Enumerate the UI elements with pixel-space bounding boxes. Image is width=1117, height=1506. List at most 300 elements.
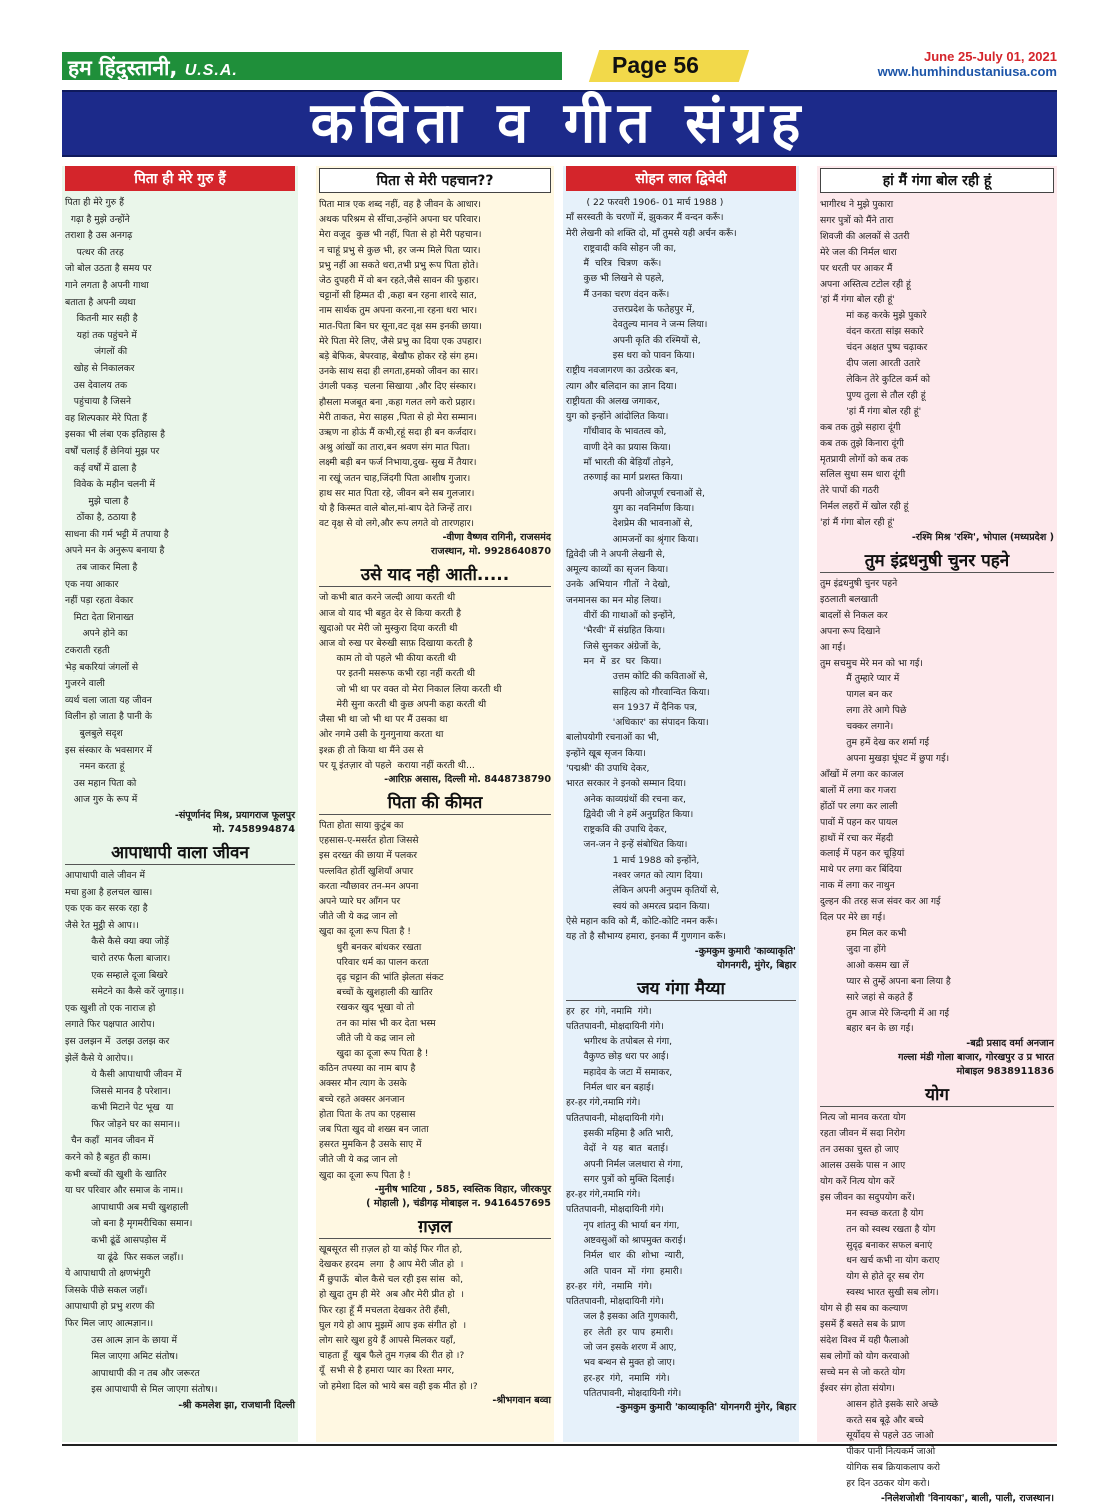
- poem-line: मात-पिता बिन घर सूना,वट वृक्ष सम इनकी छाया।: [319, 320, 482, 332]
- poem-line: जो भी था पर वक्त वो मेरा निकाल लिया करती थी: [319, 683, 502, 695]
- poem-line: योग से होते दूर सब रोग: [820, 1271, 924, 1283]
- poem-line: मैं उनका चरण वंदन करूँ।: [566, 288, 670, 300]
- poem-line: जिसके पीछे सकल जहाँ।: [65, 1284, 148, 1296]
- poem-author: -कुमकुम कुमारी 'काव्याकृति' योगनगरी मुंगेर, बिहार: [615, 1402, 796, 1414]
- poem-line: उस महान पिता को: [65, 777, 137, 789]
- poem-line: तुम सचमुच मेरे मन को भा गई।: [820, 657, 923, 669]
- poem-author: -निलेशजोशी 'विनायका', बाली, पाली, राजस्थान।: [880, 1493, 1054, 1505]
- poem-line: लगा तेरे आगे पिछे: [820, 705, 907, 717]
- poem-line: अपने प्यारे घर आँगन पर: [319, 895, 401, 907]
- poem-line: अपना रूप दिखाने: [820, 625, 881, 637]
- poem-line: हर-हर गंगे, नमामि गंगे।: [566, 1372, 670, 1384]
- poem-line: ना रखूं जतन चाह,जिंदगी पिता आशीष गुजार।: [319, 472, 471, 484]
- poem-line: पागल बन कर: [820, 689, 893, 701]
- author-address: ( मोहाली ), चंडीगढ़ मोबाइल न. 9416457695: [366, 1197, 551, 1209]
- poem-line: पीकर पानी नित्यकर्म जाओ: [820, 1446, 936, 1458]
- poem-line: पल्लवित होतीं खुशियाँ अपार: [319, 865, 414, 877]
- poem-author: -रश्मि मिश्र 'रश्मि', भोपाल (मध्यप्रदेश ): [911, 532, 1054, 544]
- poem-line: कई वर्षों में ढाला है: [65, 462, 137, 474]
- poem-line: सन 1937 में दैनिक पत्र,: [566, 701, 698, 713]
- poem-line: मेरी लेखनी को शक्ति दो, माँ तुमसे यही अर्चन करूँ।: [566, 227, 737, 239]
- poem-body: [820, 576, 1054, 1037]
- poem-line: इन्होंने खूब सृजन किया।: [566, 747, 646, 759]
- poem-line: बताता है अपनी व्यथा: [65, 296, 136, 308]
- poem-line: एक खुशी तो एक नाराज हो: [65, 1002, 156, 1014]
- poem-line: जब पिता खुद वो शख्स बन जाता: [319, 1123, 429, 1135]
- poem-line: सुदृढ़ बनाकर सफल बनाएं: [820, 1239, 933, 1251]
- poem-line: जेठ दुपहरी में वो बन रहते,जैसे सावन की फुहार।: [319, 275, 479, 287]
- poem-line: जल है इसका अति गुणकारी,: [566, 1311, 679, 1323]
- poem-line: मचा हुआ है हलचल खास।: [65, 886, 153, 898]
- poem-line: अश्रु आंखों का तारा,बन श्रवण संग मात पिता।: [319, 442, 471, 454]
- poem-line: आज गुरु के रूप में: [65, 794, 138, 806]
- poem-line: जुदा ना होंगे: [820, 943, 887, 955]
- poem-line: उऋण ना होऊं मैं कभी,रहूं सदा ही बन कर्जदार।: [319, 427, 477, 439]
- poem-line: मेरी सुना करती थी कुछ अपनी कहा करती थी: [319, 698, 487, 710]
- poem-line: भारत सरकार ने इनको सम्मान दिया।: [566, 778, 687, 790]
- poem-line: कब तक तुझे सहारा दूंगी: [820, 421, 901, 433]
- poem-title: तुम इंद्रधनुषी चुनर पहने: [820, 547, 1054, 573]
- poem-line: अष्टवसुओं को श्रापमुक्त कराई।: [566, 1235, 686, 1246]
- poem-line: मैं तुम्हारे प्यार में: [820, 673, 900, 685]
- poem-line: नश्वर जगत को त्याग दिया।: [566, 870, 703, 882]
- poem-line: फिर रहा हूँ मैं मचलता देखकर तेरी हँसी,: [319, 1304, 451, 1316]
- poem-line: लगाते फिर पक्षपात आरोप।: [65, 1019, 155, 1031]
- poem-line: विवेक के महीन चलनी में: [65, 479, 156, 491]
- poem-line: निर्मल धार बन बहाई।: [566, 1082, 655, 1094]
- poem-line: राष्ट्रकवि की उपाधि देकर,: [566, 824, 668, 836]
- poem-line: हसरत मुमकिन है उसके साए में: [319, 1139, 422, 1151]
- poem-line: युग का नवनिर्माण किया।: [566, 502, 695, 514]
- poem-body: [65, 868, 295, 1399]
- poem-line: अपनी कृति की रश्मियों से,: [566, 334, 701, 346]
- poem-title: योग: [820, 1081, 1054, 1107]
- poem-body: [319, 1242, 551, 1394]
- poem-line: जो हमेशा दिल को भाये बस वही इक मीत हो ।?: [319, 1380, 478, 1392]
- poem-line: दिल पर मेरे छा गई।: [820, 912, 886, 924]
- masthead-suffix: U.S.A.: [184, 62, 238, 79]
- poem-body: [566, 1004, 796, 1402]
- poem-line: नित्य जो मानव करता योग: [820, 1112, 906, 1124]
- poem-line: भव बन्धन से मुक्त हो जाए।: [566, 1357, 676, 1369]
- poem-line: वट वृक्ष से वो लगे,और रूप लगते वो तारणहार।: [319, 518, 474, 530]
- poem-body: [566, 195, 796, 945]
- poem-line: चाहता हूँ खुब फैले तुम गज़ब की रीत हो ।?: [319, 1350, 465, 1362]
- poem-line: स्वस्थ भारत सुखी सब लोग।: [820, 1287, 939, 1299]
- poem-line: इस संस्कार के भवसागर में: [65, 744, 153, 756]
- poem-author: -आरिफ़ असास, दिल्ली मो. 8448738790: [384, 773, 551, 785]
- poem-line: उत्तम कोटि की कविताओं से,: [566, 671, 708, 683]
- poem-line: जनमानस का मन मोह लिया।: [566, 594, 662, 606]
- poem-line: 'पद्मश्री' की उपाधि देकर,: [566, 762, 650, 774]
- poem-line: खोह से निकालकर: [65, 362, 135, 374]
- issue-date: June 25-July 01, 2021: [924, 49, 1057, 64]
- poem-line: खूबसूरत सी ग़ज़ल हो या कोई फिर गीत हो,: [319, 1243, 463, 1255]
- poem-line: न चाहूं प्रभु से कुछ भी, हर जन्म मिले पिता प्यार।: [319, 244, 481, 256]
- poem-line: नमन करता हूं: [65, 761, 125, 773]
- poem-line: तेरे पापों की गठरी: [820, 485, 880, 497]
- poem-line: जिसे सुनकर अंग्रेजों के,: [566, 640, 662, 652]
- poem-line: व्यर्थ चला जाता यह जीवन: [65, 694, 152, 706]
- poem-line: चंदन अक्षत पुष्प चढ़ाकर: [820, 342, 928, 354]
- poem-line: माँ सरस्वती के चरणों में, झुककर मैं वन्दन करूँ।: [566, 212, 724, 224]
- poem-line: जीते जी ये कद्र जान लो: [319, 1154, 398, 1166]
- column-3: [563, 166, 799, 1442]
- poem-line: अपने होने का: [65, 628, 128, 640]
- poem-line: बुलबुले सदृश: [65, 728, 123, 739]
- poem-line: कठिन तपस्या का नाम बाप है: [319, 1063, 416, 1075]
- poem-line: 'भैरवी' में संग्रहित किया।: [566, 625, 666, 637]
- poem-line: बालों में लगा कर गजरा: [820, 784, 897, 796]
- poem-line: बालोपयोगी रचनाओं का भी,: [566, 732, 660, 744]
- poem-line: खुदा का दूजा रूप पिता है !: [319, 1047, 429, 1059]
- poem-line: मिटा देता शिनाख्त: [65, 611, 134, 623]
- poem-body: [319, 818, 551, 1183]
- poem-line: तराशा है उस अनगढ़: [65, 230, 133, 242]
- poem-line: जो बना है मृगमरीचिका समान।: [65, 1218, 193, 1230]
- poem-line: इस धरा को पावन किया।: [566, 349, 695, 361]
- poem-line: जैसा भी था जो भी था पर मैं उसका था: [319, 714, 448, 726]
- poem-line: पिता ही मेरे गुरु हैं: [65, 197, 124, 208]
- poem-line: लेकिन तेरे कुटिल कर्म को: [820, 373, 931, 385]
- poem-line: वर्षों चलाई हैं छेनियां मुझ पर: [65, 445, 160, 457]
- poem-line: तन उसका चुस्त हो जाए: [820, 1144, 899, 1156]
- poem-line: दृढ़ चट्टान की भांति झेलता संकट: [319, 971, 444, 983]
- poem-line: चक्कर लगाने।: [820, 721, 894, 733]
- poem-line: चैन कहाँ मानव जीवन में: [65, 1135, 154, 1147]
- poem-line: सब लोगों को योग करवाओ: [820, 1350, 910, 1362]
- poem-line: नाम सार्थक तुम अपना करना,ना रहना धरा भार।: [319, 305, 478, 317]
- poem-line: ओर नगमे उसी के गुनगुनाया करता था: [319, 729, 444, 741]
- poem-line: सारे जहां से कहते हैं: [820, 991, 913, 1003]
- poem-line: गाने लगता है अपनी गाथा: [65, 279, 149, 291]
- poem-line: सच्चे मन से जो करते योग: [820, 1366, 906, 1378]
- poem-line: निर्मल धार की शोभा न्यारी,: [566, 1250, 685, 1262]
- author-phone: मो. 7458994874: [213, 823, 295, 835]
- poem-line: सगर पुत्रों को मैंने तारा: [820, 214, 894, 226]
- poem-line: 'हां मैं गंगा बोल रही हूं': [820, 517, 895, 529]
- page-header: [62, 49, 1057, 84]
- poem-title: हां मैं गंगा बोल रही हूं: [820, 168, 1054, 193]
- poem-line: जैसे रेत मुट्ठी से आप।।: [65, 919, 139, 931]
- poem-line: घुल गये हो आप मुझमें आप इक संगीत हो ।: [319, 1319, 467, 1331]
- poem-line: कलाई में पहन कर चूड़ियां: [820, 848, 905, 860]
- poem-line: 1 मार्च 1988 को इन्होंने,: [566, 854, 700, 866]
- poem-line: उंगली पकड़ चलना सिखाया ,और दिए संस्कार।: [319, 381, 477, 393]
- poem-line: चट्टानों सी हिम्मत दी ,कहा बन रहना शारदे सात,: [319, 290, 477, 302]
- poem-line: बहार बन के छा गई।: [820, 1023, 914, 1035]
- poem-line: पिता होता साया कुटुंब का: [319, 819, 404, 831]
- poem-line: हर-हर गंगे,नमामि गंगे।: [566, 1097, 641, 1109]
- poem-author: -मुनीष भाटिया , 585, स्वस्तिक विहार, जीरकपुर: [374, 1183, 551, 1195]
- poem-line: राष्ट्रीयता की अलख जगाकर,: [566, 395, 660, 407]
- poem-title: ग़ज़ल: [319, 1213, 551, 1239]
- poem-author: -संपूर्णानंद मिश्र, प्रयागराज फूलपुर: [174, 809, 295, 821]
- poem-line: स्वयं को अमरत्व प्रदान किया।: [566, 900, 710, 912]
- poem-line: आज वो रुख पर बेरुखी साफ़ दिखाया करती है: [319, 638, 473, 650]
- poem-line: भेड़ बकरियां जंगलों से: [65, 661, 139, 673]
- poem-line: लक्ष्मी बड़ी बन फर्ज निभाया,दुख- सुख में तैयार।: [319, 457, 477, 469]
- poem-line: वह शिल्पकार मेरे पिता हैं: [65, 412, 147, 424]
- poem-line: बच्चे रहते अक्सर अनजान: [319, 1093, 405, 1105]
- poem-line: परिवार धर्म का पालन करता: [319, 956, 429, 968]
- poem-line: कब तक तुझे किनारा दूंगी: [820, 437, 904, 449]
- poem-line: वंदन करता सांझ सकारे: [820, 326, 924, 338]
- poem-line: कैसे कैसे क्या क्या जोड़ें: [65, 936, 169, 948]
- poem-line: एक नया आकार: [65, 578, 119, 590]
- poem-line: पतितपावनी, मोक्षदायिनी गंगे।: [566, 1112, 664, 1124]
- poem-line: मेरी ताकत, मेरा साहस ,पिता से हो मेरा सम्मान।: [319, 411, 477, 423]
- poem-line: हर दिन उठकर योग करो।: [820, 1478, 930, 1490]
- poem-line: आ गई।: [820, 641, 846, 653]
- poem-line: लेकिन अपनी अनुपम कृतियों से,: [566, 885, 720, 897]
- poem-line: करने को है बहुत ही काम।: [65, 1152, 151, 1164]
- poem-line: जो बोल उठता है समय पर: [65, 263, 152, 275]
- poem-line: बड़े बेफिक, बेपरवाह, बेखौफ होकर रहे संग हम।: [319, 351, 478, 363]
- masthead: [68, 54, 238, 82]
- author-phone: राजस्थान, मो. 9928640870: [431, 546, 551, 558]
- poem-line: आँखों में लगा कर काजल: [820, 768, 904, 780]
- poem-author: -श्री कमलेश झा, राजधानी दिल्ली: [178, 1399, 295, 1411]
- poem-line: एहसास-ए-मसर्रत होता जिससे: [319, 835, 419, 847]
- poem-line: तन का मांस भी कर देता भस्म: [319, 1017, 436, 1029]
- poem-body: [820, 1110, 1054, 1492]
- poem-line: 'हां मैं गंगा बोल रही हूं': [820, 294, 895, 306]
- poem-author: -बद्री प्रसाद वर्मा अनजान: [966, 1038, 1054, 1050]
- poem-line: राष्ट्रीय नवजागरण का उत्प्रेरक बन,: [566, 365, 679, 377]
- poem-line: पर इतनी मसरूफ कभी रहा नहीं करती थी: [319, 668, 476, 680]
- poem-line: वीरों की गाथाओं को इन्होंने,: [566, 610, 676, 622]
- poem-line: शिवजी की अलकों से उतरी: [820, 230, 910, 242]
- poem-line: यह तो है सौभाग्य हमारा, इनका मैं गुणगान करूँ।: [566, 931, 726, 943]
- poem-line: करते सब बूढ़े और बच्चे: [820, 1414, 924, 1426]
- poem-line: प्रभु नहीं आ सकते धरा,तभी प्रभु रूप पिता होते।: [319, 259, 479, 271]
- column-4: [817, 166, 1057, 1505]
- poem-line: मेरा वजूद कुछ भी नहीं, पिता से हो मेरी पहचान।: [319, 229, 482, 241]
- poem-line: ईश्वर संग होता संयोग।: [820, 1382, 895, 1394]
- poem-line: पर यू इंतज़ार वो पहले कराया नहीं करती थी...: [319, 759, 475, 771]
- poem-line: 'अधिकार' का संपादन किया।: [566, 717, 709, 729]
- poem-line: तरुणाई का मार्ग प्रशस्त किया।: [566, 472, 683, 484]
- poem-body: [319, 197, 551, 531]
- poem-line: मन में डर घर किया।: [566, 655, 662, 667]
- poem-line: पतितपावनी, मोक्षदायिनी गंगे।: [566, 1204, 664, 1216]
- poem-line: ठोंका है, ठठाया है: [65, 512, 137, 524]
- poem-line: हाथों में रचा कर मेंहदी: [820, 832, 894, 844]
- poem-line: बच्चों के खुशहाली की खातिर: [319, 987, 433, 999]
- poem-line: पावों में पहन कर पायल: [820, 816, 898, 828]
- poem-line: उनके साथ सदा ही लगता,हमको जीवन का सार।: [319, 366, 479, 378]
- poem-author: -वीणा वैष्णव रागिनी, राजसमंद: [442, 532, 551, 544]
- poem-line: अपना अस्तित्व टटोल रही हूं: [820, 278, 911, 290]
- poem-line: झेलें कैसे ये आरोप।।: [65, 1052, 134, 1064]
- poem-line: अपने मन के अनुरूप बनाया है: [65, 545, 165, 557]
- poem-line: नाक में लगा कर नाथुन: [820, 880, 895, 892]
- poem-line: अनेक काव्यग्रंथों की रचना कर,: [566, 793, 686, 805]
- poem-line: गाँधीवाद के भावतत्व को,: [566, 426, 667, 438]
- poem-line: उत्तरप्रदेश के फतेहपुर में,: [566, 304, 695, 316]
- author-address: गल्ला मंडी गोला बाजार, गोरखपुर उ प्र भारत: [898, 1052, 1054, 1064]
- poem-line: हौसला मजबूत बना ,कहा गलत लगे करो प्रहार।: [319, 396, 476, 408]
- poem-line: वेदों ने यह बात बताई।: [566, 1143, 669, 1155]
- poem-line: आपाधापी हो प्रभु शरण की: [65, 1301, 155, 1313]
- masthead-title: हम हिंदुस्तानी,: [68, 56, 178, 80]
- author-address: योगनगरी, मुंगेर, बिहार: [716, 959, 796, 971]
- poem-line: मेरे पिता मेरे लिए, जैसे प्रभु का दिया एक उपहार।: [319, 335, 482, 347]
- poem-line: इस दरख्त की छाया में पलकर: [319, 850, 418, 862]
- poem-title: जय गंगा मैय्या: [566, 975, 796, 1001]
- poem-line: ये कैसी आपाधापी जीवन में: [65, 1069, 182, 1081]
- poem-line: इश्क़ ही तो किया था मैंने उस से: [319, 744, 424, 756]
- poem-line: खुदा का दूजा रूप पिता है !: [319, 1169, 411, 1181]
- poem-line: माँ भारती की बेड़ियाँ तोड़ने,: [566, 457, 674, 469]
- poem-line: जंगलों की: [65, 346, 128, 358]
- poem-line: जीते जी ये कद्र जान लो: [319, 911, 398, 923]
- poem-line: युग को इन्होंने आंदोलित किया।: [566, 411, 669, 423]
- poem-line: आपाधापी की न तब और जरूरत: [65, 1367, 200, 1379]
- poem-line: समेटने का कैसे करें जुगाड़।।: [65, 986, 185, 998]
- poem-line: साधना की गर्म भट्टी में तपाया है: [65, 528, 169, 540]
- poem-line: जो कभी बात करने जल्दी आया करती थी: [319, 592, 456, 604]
- poem-line: उस देवालय तक: [65, 379, 128, 391]
- poem-line: सूर्योदय से पहले उठ जाओ: [820, 1430, 934, 1442]
- poem-line: राष्ट्रवादी कवि सोहन जी का,: [566, 242, 677, 254]
- poem-line: मैं छुपाऊँ बोल कैसे चल रही इस सांस को,: [319, 1274, 464, 1286]
- poem-line: उनके अभियान गीतों ने देखो,: [566, 579, 671, 591]
- poem-line: खुदा का दूजा रूप पिता है !: [319, 926, 411, 938]
- poem-line: इस उलझन में उलझ उलझ कर: [65, 1035, 170, 1047]
- poem-line: सगर पुत्रों को मुक्ति दिलाई।: [566, 1173, 675, 1185]
- poem-line: हम मिल कर कभी: [820, 927, 907, 939]
- poem-line: देवतुल्य मानव ने जन्म लिया।: [566, 319, 708, 331]
- poem-line: हर हर गंगे, नमामि गंगे।: [566, 1005, 652, 1017]
- poem-line: तुम आज मेरे जिन्दगी में आ गई: [820, 1007, 950, 1019]
- poem-line: नृप शांतनु की भार्या बन गंगा,: [566, 1219, 680, 1231]
- poem-line: योग से ही सब का कल्याण: [820, 1303, 908, 1315]
- poem-line: कितनी मार सही है: [65, 313, 138, 325]
- poem-author: -श्रीभगवान बव्वा: [492, 1394, 551, 1406]
- poem-line: मृतप्रायी लोगों को कब तक: [820, 453, 908, 465]
- poem-line: ( 22 फरवरी 1906- 01 मार्च 1988 ): [566, 197, 724, 208]
- poem-line: अति पावन मों गंगा हमारी।: [566, 1265, 683, 1277]
- banner-title: कविता व गीत संग्रह: [310, 90, 809, 156]
- website-url[interactable]: www.humhindustaniusa.com: [877, 64, 1057, 79]
- poem-line: अक्सर मौन त्याग के उसके: [319, 1078, 407, 1090]
- poem-title: पिता की कीमत: [319, 789, 551, 815]
- poem-line: त्याग और बलिदान का ज्ञान दिया।: [566, 380, 677, 392]
- poem-line: लोग सारे खुश हुये हैं आपसे मिलकर यहाँ,: [319, 1335, 456, 1346]
- poem-line: साहित्य को गौरवान्वित किया।: [566, 686, 710, 698]
- poem-line: यूँ सभी से है हमारा प्यार का रिश्ता मगर,: [319, 1365, 455, 1377]
- poem-line: दीप जला आरती उतारे: [820, 358, 921, 370]
- poem-line: तुम हमें देख कर शर्मा गई: [820, 737, 930, 749]
- poem-line: इठलाती बलखाती: [820, 593, 878, 605]
- poem-line: मन स्वच्छ करता है योग: [820, 1207, 924, 1219]
- issue-info: [878, 49, 1057, 79]
- poem-line: प्यार से तुम्हें अपना बना लिया है: [820, 975, 951, 987]
- poem-line: आपाधापी अब मची खुशहाली: [65, 1201, 189, 1213]
- poem-line: बादलों से निकल कर: [820, 609, 888, 621]
- poem-line: एक एक कर सरक रहा है: [65, 903, 148, 915]
- poem-line: एक सम्हाले दूजा बिखरे: [65, 969, 168, 981]
- poem-line: आज वो याद भी बहुत देर से किया करती है: [319, 607, 462, 619]
- poem-line: निर्मल लहरों में खोल रही हूं: [820, 501, 909, 513]
- poem-line: हर-हर गंगे,नमामि गंगे।: [566, 1189, 641, 1201]
- poem-line: सलिल सुधा सम धारा दूंगी: [820, 469, 906, 481]
- poem-line: देखकर हरदम लगा है आप मेरी जीत हो ।: [319, 1258, 464, 1270]
- poem-line: धन खर्च कभी ना योग कराए: [820, 1255, 940, 1267]
- poem-line: हाथ सर मात पिता रहे, जीवन बने सब गुलजार।: [319, 487, 475, 499]
- poem-line: पिता मात्र एक शब्द नहीं, वह है जीवन के आधार।: [319, 199, 482, 210]
- poem-line: वाणी देने का प्रयास किया।: [566, 441, 671, 453]
- poem-line: मां कह करके मुझे पुकारे: [820, 310, 927, 322]
- poem-body: [65, 195, 295, 809]
- poem-line: द्विवेदी जी ने हमें अनुग्रहित किया।: [566, 808, 694, 820]
- poem-line: जिससे मानव है परेशान।: [65, 1085, 171, 1097]
- poem-line: देशप्रेम की भावनाओं से,: [566, 518, 693, 530]
- poem-line: पतितपावनी, मोक्षदायिनी गंगे।: [566, 1020, 664, 1032]
- poem-line: हो खुदा तुम ही मेरे अब और मेरी प्रीत हो ।: [319, 1289, 464, 1301]
- poem-line: तन को स्वस्थ रखता है योग: [820, 1223, 936, 1235]
- poem-line: खुदाओ पर मेरी जो मुस्कुरा दिया करती थी: [319, 622, 458, 634]
- poem-line: तुम इंद्रधनुषी चुनर पहने: [820, 578, 898, 590]
- poem-line: पत्थर की तरह: [65, 246, 124, 258]
- poem-line: कभी बच्चों की खुशी के खातिर: [65, 1168, 167, 1180]
- poem-line: ये आपाधापी तो क्षणभंगुरी: [65, 1268, 151, 1280]
- poem-line: विलीन हो जाता है पानी के: [65, 711, 152, 723]
- poem-line: पर धरती पर आकर मैं: [820, 262, 893, 274]
- poem-line: रहता जीवन में सदा निरोग: [820, 1128, 906, 1140]
- poem-line: आपाधापी वाले जीवन में: [65, 869, 145, 881]
- poem-line: यो है किस्मत वाले बोल,मां-बाप देते जिन्हें तार।: [319, 503, 473, 515]
- poem-line: कभी मिटाने पेट भूख या: [65, 1102, 174, 1114]
- column-1: [62, 166, 298, 1442]
- poem-line: टकराती रहती: [65, 645, 110, 657]
- poem-line: अमूल्य काव्यों का सृजन किया।: [566, 564, 669, 576]
- poem-line: वैकुण्ठ छोड़ धरा पर आई।: [566, 1051, 669, 1063]
- poem-line: फिर जोड़ने घर का समान।।: [65, 1118, 181, 1130]
- poem-line: आओ कसम खा लें: [820, 959, 909, 971]
- poem-line: पहुंचाया है जिसने: [65, 396, 132, 408]
- poem-line: अपनी ओजपूर्ण रचनाओं से,: [566, 487, 705, 499]
- column-2: [316, 166, 554, 1442]
- author-phone: मोबाइल 9838911836: [956, 1066, 1054, 1078]
- poem-line: महादेव के जटा में समाकर,: [566, 1066, 673, 1078]
- poem-line: योग करें नित्य योग करें: [820, 1175, 895, 1187]
- poem-line: माथे पर लगा कर बिंदिया: [820, 864, 902, 876]
- poem-line: दुल्हन की तरह सज संवर कर आ गई: [820, 896, 941, 908]
- poem-line: ऐसे महान कवि को मैं, कोटि-कोटि नमन करूँ।: [566, 915, 718, 927]
- poem-line: संदेश विश्व में यही फैलाओ: [820, 1335, 909, 1346]
- poem-line: यहां तक पहुंचने में: [65, 329, 137, 341]
- page-bottom-rule: [62, 1444, 1057, 1446]
- page-number: Page 56: [612, 52, 699, 78]
- poem-line: द्विवेदी जी ने अपनी लेखनी से,: [566, 548, 665, 560]
- poem-line: नहीं पड़ा रहता वेकार: [65, 595, 134, 607]
- poem-line: करता न्यौछावर तन-मन अपना: [319, 880, 419, 892]
- poem-line: गुजरने वाली: [65, 678, 105, 690]
- poem-line: आलस उसके पास न आए: [820, 1160, 906, 1172]
- poem-line: आमजनों का श्रृंगार किया।: [566, 533, 699, 545]
- poem-line: कुछ भी लिखने से पहले,: [566, 273, 665, 285]
- poem-line: भागीरथ ने मुझे पुकारा: [820, 199, 894, 210]
- poem-line: मैं चरित्र चित्रण करूँ।: [566, 258, 662, 270]
- poem-title: आपाधापी वाला जीवन: [65, 839, 295, 865]
- poem-line: अपनी निर्मल जलधारा से गंगा,: [566, 1158, 684, 1170]
- poem-line: या घर परिवार और समाज के नाम।।: [65, 1185, 184, 1197]
- poem-title: पिता ही मेरे गुरु हैं: [65, 166, 295, 191]
- poem-line: योगिक सब क्रियाकलाप करो: [820, 1462, 941, 1474]
